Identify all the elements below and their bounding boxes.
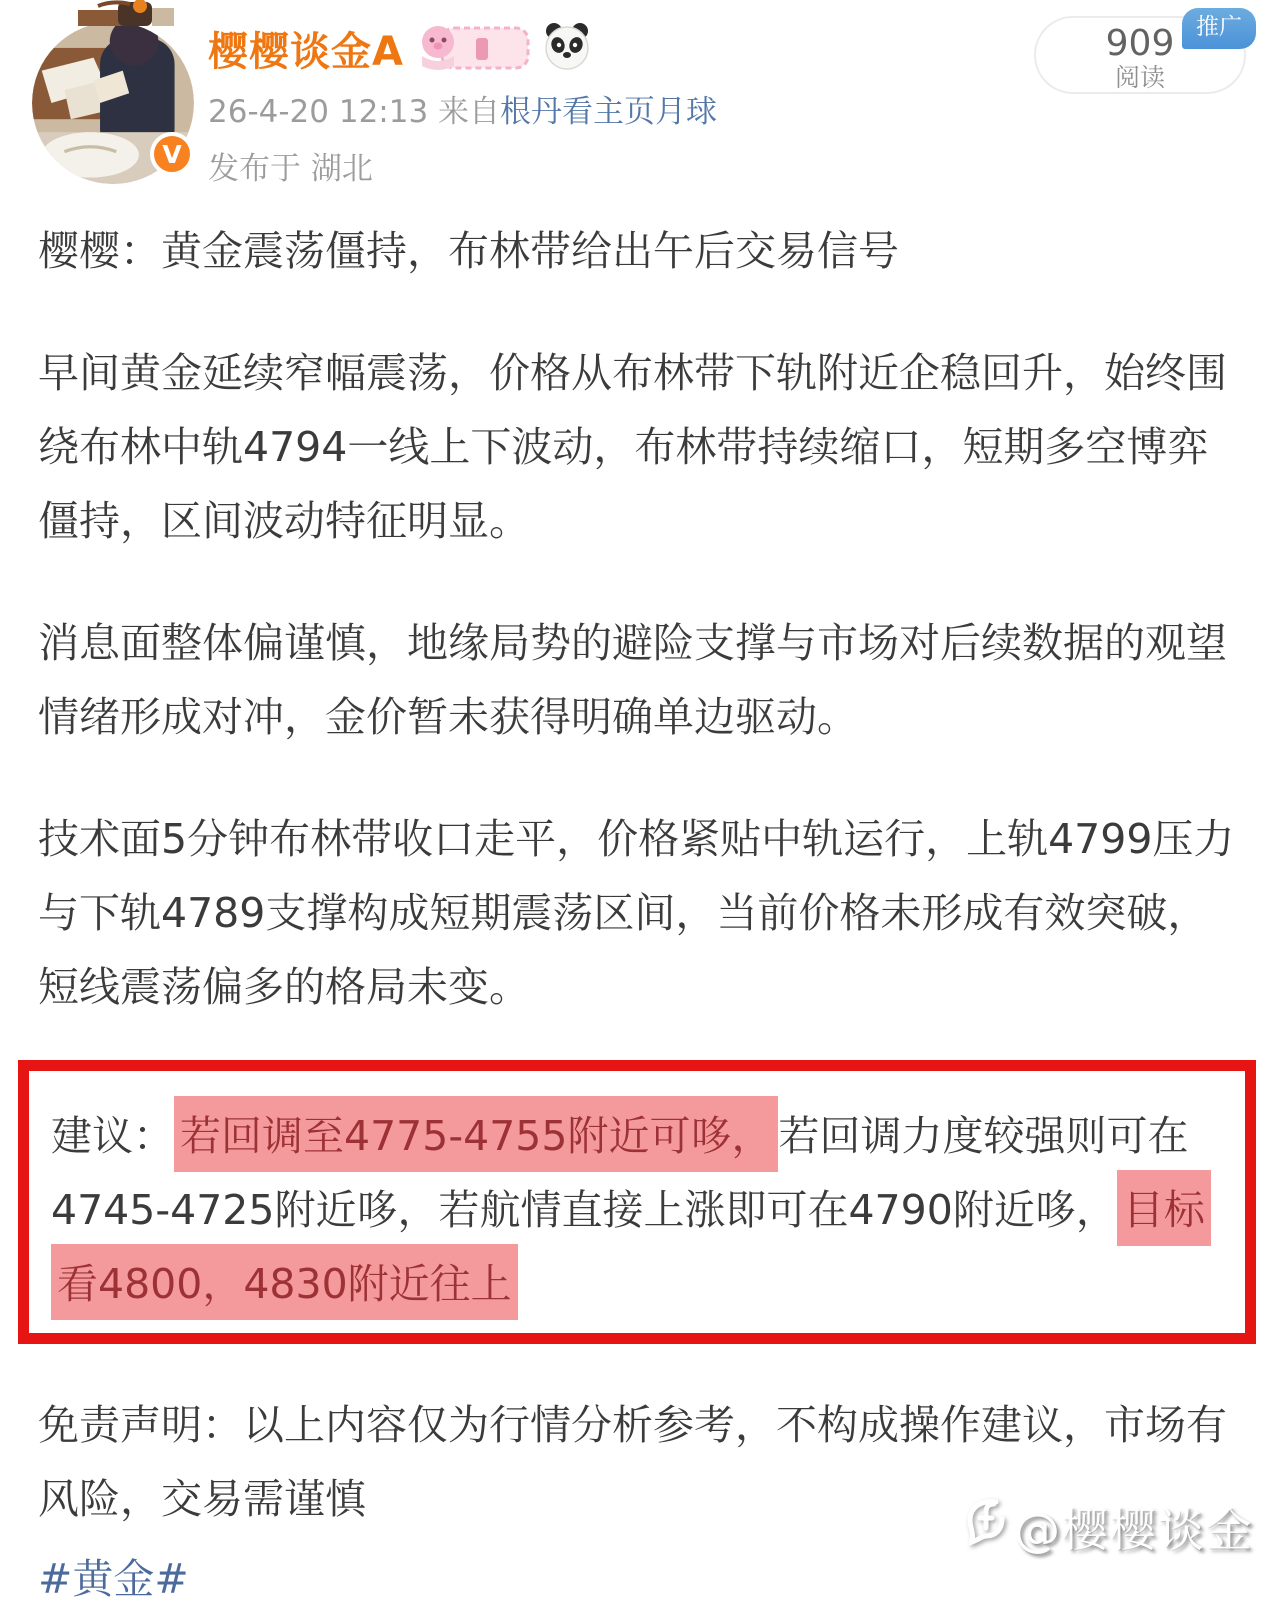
read-count-pill[interactable] [1034,16,1246,94]
timestamp: 26-4-20 12:13 [208,94,429,130]
panda-emoji-icon [542,21,592,75]
username[interactable]: 樱樱谈金A [208,28,404,75]
source-prefix: 来自 [438,94,501,130]
hashtag-line [38,1542,1242,1616]
location: 发布于 湖北 [208,151,373,187]
promo-badge: 推广 [1182,8,1256,49]
avatar-decoration [78,0,178,26]
post-paragraph-1: 早间黄金延续窄幅震荡，价格从布林带下轨附近企稳回升，始终围绕布林中轨4794一线上下波动，布林带持续缩口，短期多空博弈僵持，区间波动特征明显。 [38,349,1227,545]
watermark-handle: @樱樱谈金 [1014,1503,1254,1557]
advice-text [51,1099,1223,1321]
member-badge-icon [414,20,532,76]
advice-highlight-entry: 若回调至4775-4755附近可哆， [174,1096,778,1172]
advice-highlight-target: 目标看4800，4830附近往上 [51,1170,1211,1320]
avatar[interactable] [32,22,194,184]
post-header [0,0,1280,188]
disclaimer: 免责声明：以上内容仅为行情分析参考，不构成操作建议，市场有风险，交易需谨慎 [38,1401,1227,1523]
hashtag-link[interactable]: #黄金# [38,1555,189,1603]
advice-middle: 若回调力度较强则可在4745-4725附近哆，若航情直接上涨即可在4790附近哆， [51,1112,1189,1234]
post-title: 樱樱：黄金震荡僵持，布林带给出午后交易信号 [38,227,899,275]
post-paragraph-2: 消息面整体偏谨慎，地缘局势的避险支撑与市场对后续数据的观望情绪形成对冲，金价暂未获得明确单边驱动。 [38,619,1227,741]
advice-box [18,1060,1256,1344]
post-content [0,214,1280,1616]
read-count: 909 [1105,23,1175,64]
post-paragraph-3: 技术面5分钟布林带收口走平，价格紧贴中轨运行，上轨4799压力与下轨4789支撑构成短期震荡区间，当前价格未形成有效突破，短线震荡偏多的格局未变。 [38,815,1235,1011]
verified-badge-icon: V [150,132,194,176]
advice-prefix: 建议： [51,1112,174,1160]
read-count-label: 阅读 [1114,63,1165,92]
source-link[interactable]: 根丹看主页月球 [500,94,718,130]
